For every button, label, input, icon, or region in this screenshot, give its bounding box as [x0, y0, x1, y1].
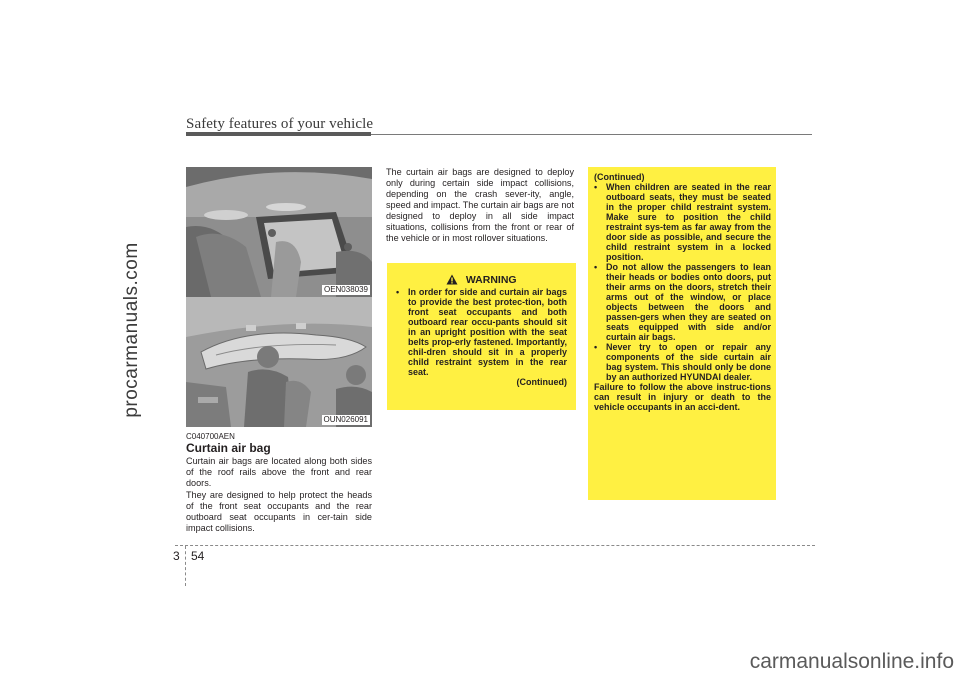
car-interior-roof-photo [186, 167, 372, 297]
header-rule-accent [186, 132, 371, 136]
warning-title: WARNING [465, 273, 517, 286]
page-header-title: Safety features of your vehicle [186, 116, 374, 132]
page-number: 54 [191, 549, 205, 563]
warning-bullet: • Never try to open or repair any components of the side curtain air bag system. This should only be done by an authorized HYUNDAI dealer. [594, 342, 771, 382]
watermark-bottom[interactable]: carmanualsonline.info [749, 650, 954, 673]
warning-continued-body [594, 172, 771, 412]
warning-continued-heading: (Continued) [594, 172, 645, 182]
warning-bullet: • In order for side and curtain air bags to provide the best protec-tion, both front seat occupants and both outboard rear occu-pants should sit in an upright position with the seat belts prop-erly fastened. Importantly, chil-dren should sit in a properly child restraint system in the rear seat. [396, 287, 567, 377]
footer-divider [185, 546, 186, 586]
warning-box [387, 263, 576, 410]
paragraph: They are designed to help protect the heads of the front seat occupants and the rear outboard seat occupants in cer-tain side impact collisions. [186, 490, 372, 533]
paragraph: The curtain air bags are designed to deploy only during certain side impact collisions, depending on the crash sever-ity, angle, speed and impact. The curtain air bags are not designed to deploy in all side impact situations, collisions from the front or rear of the vehicle or in most rollover situations. [386, 167, 574, 243]
warning-continued: (Continued) [516, 377, 567, 387]
watermark-left[interactable]: procarmanuals.com [121, 242, 142, 418]
warning-bullet: • Do not allow the passengers to lean their heads or bodies onto doors, put their arms on the doors, stretch their arms out of the window, or place objects between the doors and passen-gers when they are seated on seats equipped with side and/or curtain air bags. [594, 262, 771, 342]
warning-closing: Failure to follow the above instruc-tions can result in injury or death to the vehicle occupants in an acci-dent. [594, 382, 771, 412]
warning-body [396, 287, 567, 387]
warning-box-continued [588, 167, 776, 500]
footer-rule [175, 545, 815, 546]
section-title: Curtain air bag [186, 441, 271, 455]
section-code: C040700AEN [186, 432, 235, 441]
warning-triangle-icon [446, 274, 458, 285]
image-code: OEN038039 [323, 285, 368, 294]
curtain-airbag-illustration [186, 297, 372, 427]
image-code: OUN026091 [323, 415, 368, 424]
chapter-number: 3 [173, 549, 180, 563]
warning-bullet: • When children are seated in the rear outboard seats, they must be seated in the proper child restraint system. Make sure to position the child restraint sys-tem as far away from the door side as possible, and secure the child restraint system in a locked position. [594, 182, 771, 262]
paragraph: Curtain air bags are located along both sides of the roof rails above the front and rear doors. [186, 456, 372, 488]
